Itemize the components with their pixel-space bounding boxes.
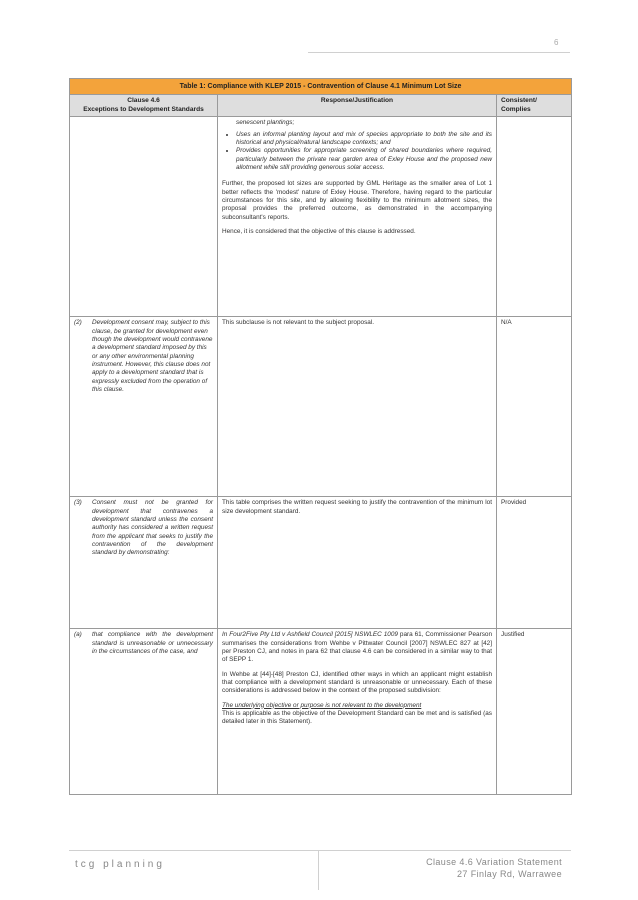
list-item: • Provides opportunities for appropriate screening of shared boundaries where required, particularly between the private rear garden area of Exley House and the proposed new allotment while still providing generous solar access. xyxy=(236,147,492,172)
paragraph: Hence, it is considered that the objective of this clause is addressed. xyxy=(222,227,416,235)
clause-cell xyxy=(70,317,218,497)
status-cell: Justified xyxy=(497,629,572,795)
table-header-row xyxy=(70,95,572,117)
table-row xyxy=(70,117,572,317)
paragraph: In Wehbe at [44]-[48] Preston CJ, identified other ways in which an applicant might establish that compliance with a development standard is unreasonable or unnecessary. Each of these considerations is addressed below in the context of the proposed subdivision: xyxy=(222,670,492,695)
clause-number: (2) xyxy=(74,319,82,327)
paragraph xyxy=(222,631,492,664)
footer-divider xyxy=(318,850,319,890)
header-clause-line2: Exceptions to Development Standards xyxy=(83,105,204,113)
paragraph: Further, the proposed lot sizes are supported by GML Heritage as the smaller area of Lot 1 better reflects the 'modest' nature of Exley House. Therefore, having regard to the particular circumstances for this site, and by allowing flexibility to the minimum allotment sizes, the proposal provides the preferred outcome, as demonstrated in the accompanying subconsultant's reports. xyxy=(222,180,492,221)
status-cell xyxy=(497,117,572,317)
response-cell: This subclause is not relevant to the subject proposal. xyxy=(218,317,497,497)
header-response: Response/Justification xyxy=(218,95,497,117)
footer-address: 27 Finlay Rd, Warrawee xyxy=(456,868,562,879)
paragraph: This is applicable as the objective of the Development Standard can be met and is satisfied (as detailed later in this Statement). xyxy=(222,709,492,726)
clause-text: Development consent may, subject to this clause, be granted for development even though the development would contravene a development standard imposed by this or any other environmental planning instrument. However, this clause does not apply to a development standard that is expressly excluded from the operation of this clause. xyxy=(92,319,213,393)
list-item: • Uses an informal planting layout and mix of species appropriate to both the site and its historical and physical/natural landscape contexts; and xyxy=(236,131,492,148)
table-row xyxy=(70,497,572,629)
response-cell: This table comprises the written request seeking to justify the contravention of the minimum lot size development standard. xyxy=(218,497,497,629)
clause-text: that compliance with the development standard is unreasonable or unnecessary in the circumstances of the case, and xyxy=(92,631,213,655)
footer-brand: tcg planning xyxy=(75,859,165,870)
compliance-table xyxy=(69,78,572,795)
response-cell xyxy=(218,629,497,795)
subheading: The underlying objective or purpose is not relevant to the development xyxy=(222,701,422,709)
clause-number: (3) xyxy=(74,499,82,507)
response-cell xyxy=(218,117,497,317)
header-clause xyxy=(70,95,218,117)
footer-doc-title: Clause 4.6 Variation Statement xyxy=(426,857,562,867)
clause-cell xyxy=(70,629,218,795)
header-clause-line1: Clause 4.6 xyxy=(127,97,160,105)
status-cell: N/A xyxy=(497,317,572,497)
table-row xyxy=(70,317,572,497)
paragraph-text: para 61, Commissioner Pearson summarises the considerations from Wehbe v Pittwater Council [2007] NSWLEC 827 at [42] per Preston CJ, and notes in para 62 that clause 4.6 can be considered in a similar way to that of SEPP 1. xyxy=(222,631,492,664)
clause-text: Consent must not be granted for development that contravenes a development standard unless the consent authority has considered a written request from the applicant that seeks to justify the contravention of the development standard by demonstrating: xyxy=(92,499,213,557)
bullet-list xyxy=(222,131,492,173)
footer-document-info xyxy=(426,857,562,880)
header-consistent: Consistent/ Complies xyxy=(497,95,572,117)
footer-rule xyxy=(69,850,571,851)
table-title: Table 1: Compliance with KLEP 2015 - Contravention of Clause 4.1 Minimum Lot Size xyxy=(70,79,572,95)
case-citation: In Four2Five Pty Ltd v Ashfield Council [2015] NSWLEC 1009 xyxy=(222,631,398,639)
header-rule xyxy=(308,52,570,53)
table-row xyxy=(70,629,572,795)
table-title-row xyxy=(70,79,572,95)
clause-number: (a) xyxy=(74,631,82,639)
clause-cell xyxy=(70,117,218,317)
page-number: 6 xyxy=(554,38,559,47)
status-cell: Provided xyxy=(497,497,572,629)
continued-text: senescent plantings; xyxy=(236,119,295,127)
clause-cell xyxy=(70,497,218,629)
